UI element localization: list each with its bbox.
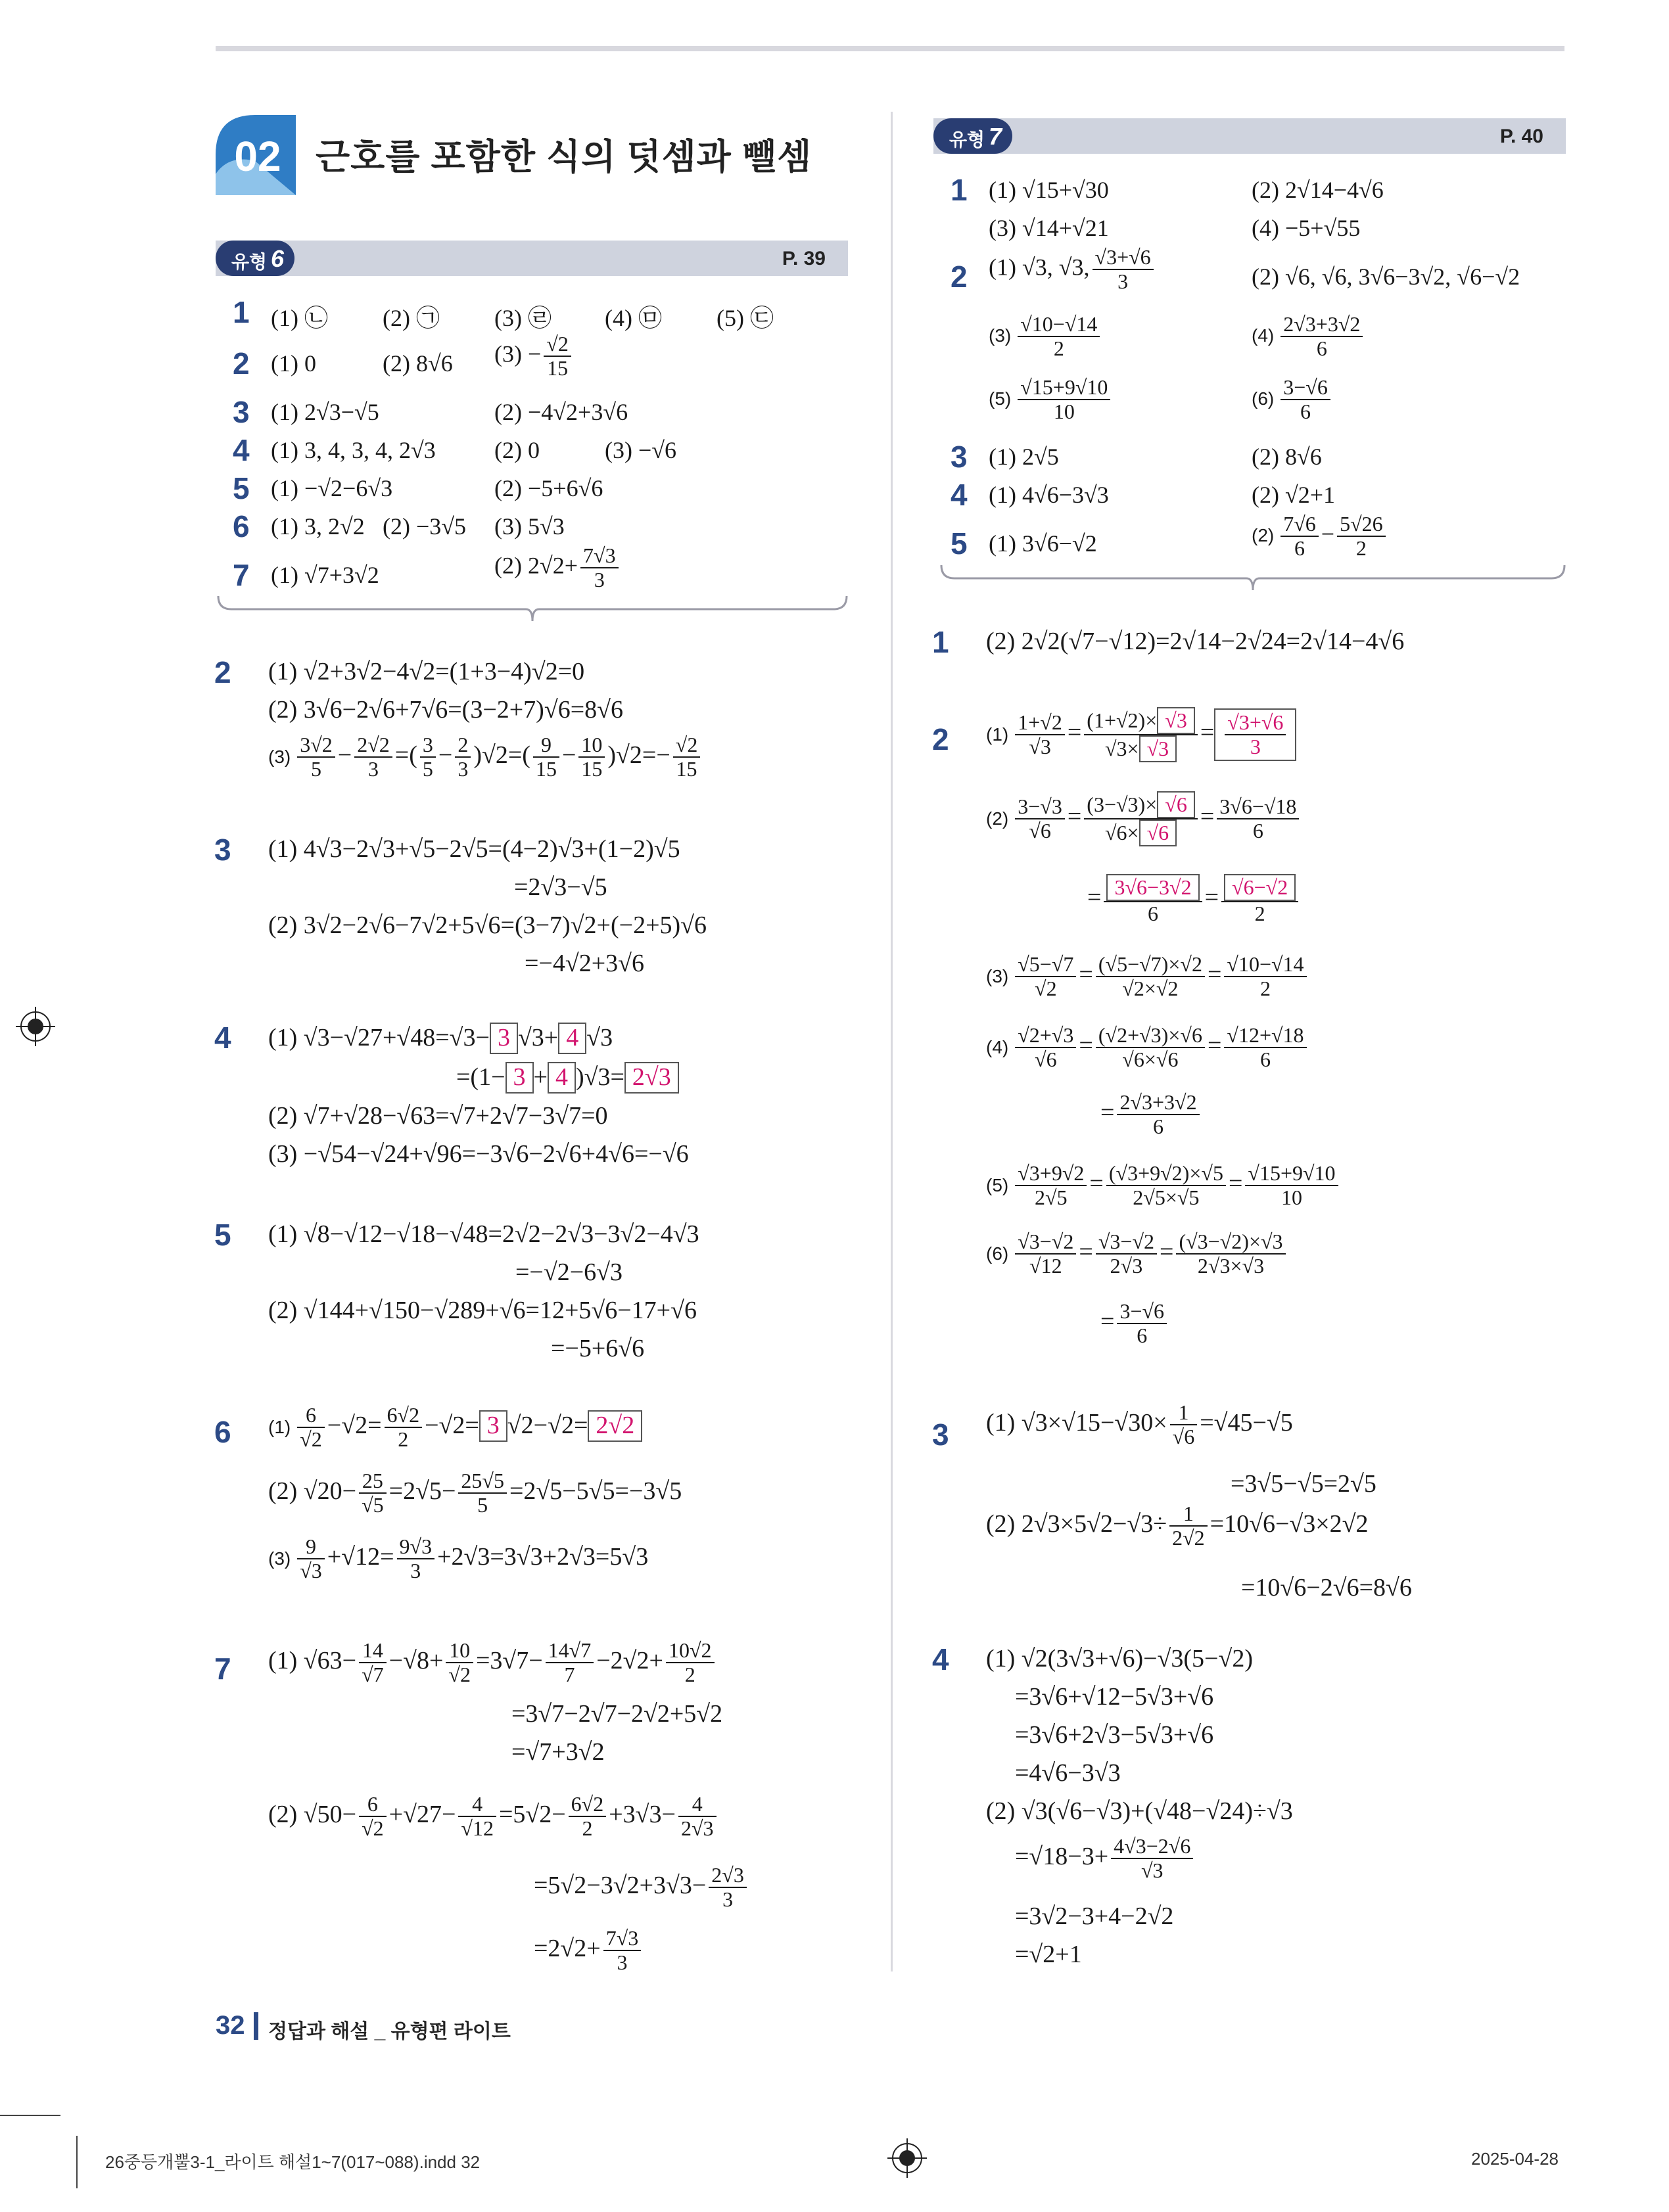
registration-mark-icon [887, 2138, 927, 2178]
t7-q3-a2: (2) 8√6 [1252, 444, 1322, 470]
t6-q1-num: 1 [233, 295, 250, 329]
section-number-badge [216, 115, 296, 195]
t6-q7-a2: (2) 2√2+ $\frac{7√3}{3}$ [494, 544, 621, 591]
ls7-num: 7 [214, 1651, 231, 1686]
slug-date: 2025-04-28 [1471, 2149, 1559, 2169]
t6-q7-num: 7 [233, 558, 250, 592]
rs3-num: 3 [932, 1417, 949, 1452]
t6-q1-a3: (3) ㉣ [494, 305, 552, 331]
t6-q6-num: 6 [233, 509, 250, 543]
type7-bracket [940, 564, 1566, 591]
t6-q3-a2: (2) −4√2+3√6 [494, 399, 628, 425]
rs4-l5: (2) √3(√6−√3)+(√48−√24)÷√3 [986, 1797, 1293, 1825]
ls5-l1: (1) √8−√12−√18−√48=2√2−2√3−3√2−4√3 [268, 1220, 699, 1248]
rs2-l8: (6) $\frac{√3-√2}{√12}$ = $\frac{√3-√2}{2√3}$ = $\frac{(√3-√2)\times√3}{2√3\times√3}$ [986, 1230, 1288, 1278]
type6-label: 유형 [231, 252, 268, 272]
type6-pill [216, 241, 294, 276]
t7-q1-a4: (4) −5+√55 [1252, 215, 1361, 241]
t6-q2-num: 2 [233, 346, 250, 380]
t6-q3-a1: (1) 2√3−√5 [271, 399, 379, 425]
top-rule [216, 46, 1564, 51]
t7-q1-a3: (3) √14+√21 [989, 215, 1109, 241]
type6-header [216, 241, 848, 276]
t7-q3-num: 3 [951, 440, 968, 474]
ls7-l4: (2) √50− $\frac{6}{√2}$ +√27− $\frac{4}{√12}$ =5√2− $\frac{6√2}{2}$ +3√3− $\frac{4}{2√3}$ [268, 1793, 719, 1840]
rs4-l2: =3√6+√12−5√3+√6 [1015, 1683, 1214, 1711]
t6-q5-a1: (1) −√2−6√3 [271, 475, 393, 501]
rs3-l1: (1) √3×√15−√30× $\frac{1}{√6}$ =√45−√5 [986, 1400, 1293, 1449]
t7-q2-num: 2 [951, 260, 968, 294]
t7-q2-a3: (3) $\frac{√10-√14}{2}$ [989, 313, 1102, 360]
ls5-num: 5 [214, 1218, 231, 1252]
t6-q4-a2: (2) 0 [494, 437, 540, 463]
type7-header [933, 118, 1566, 154]
type6-page-ref: P. 39 [782, 248, 826, 269]
registration-mark-icon [16, 1007, 55, 1046]
t6-q4-num: 4 [233, 433, 250, 467]
ls3-l4: =−4√2+3√6 [525, 950, 645, 977]
ls5-l4: =−5+6√6 [551, 1335, 645, 1362]
rs2-l4: (3) $\frac{√5-√7}{√2}$ = $\frac{(√5-√7)\times√2}{√2\times√2}$ = $\frac{√10-√14}{2}$ [986, 953, 1309, 1000]
t6-q2-a2: (2) 8√6 [383, 350, 453, 377]
ls7-l2: =3√7−2√7−2√2+5√2 [511, 1700, 723, 1728]
crop-mark [76, 2136, 78, 2188]
rs2-l1: (1) $\frac{1+√2}{√3}$ = $\frac{(1+√2)\times √3}{√3\times √3}$ = $\frac{√3+√6}{3}$ [986, 707, 1296, 762]
t7-q5-a2: (2) $\frac{7√6}{6}$ − $\frac{5√26}{2}$ [1252, 513, 1388, 560]
ls2-l3: (3) $\frac{3√2}{5}$ − $\frac{2√2}{3}$ =( $\frac{3}{5}$ − $\frac{2}{3}$ )√2=( $\frac{9}{15}$ − $\frac{10}{15}$ )√2=− $\frac{√2}{15}$ [268, 733, 703, 781]
t7-q1-a1: (1) √15+√30 [989, 177, 1109, 203]
t7-q1-num: 1 [951, 173, 968, 207]
t6-q6-a2: (2) −3√5 [383, 513, 467, 540]
type7-pill [933, 118, 1012, 154]
rs3-l2: =3√5−√5=2√5 [1231, 1470, 1376, 1498]
ls4-l3: (2) √7+√28−√63=√7+2√7−3√7=0 [268, 1102, 608, 1130]
rs4-l3: =3√6+2√3−5√3+√6 [1015, 1721, 1214, 1749]
type7-label: 유형 [949, 129, 985, 150]
ls5-l2: =−√2−6√3 [515, 1258, 623, 1286]
slug-filename: 26중등개뿔3-1_라이트 해설1~7(017~088).indd 32 [105, 2152, 481, 2172]
footer-divider [254, 2012, 258, 2040]
ls3-l3: (2) 3√2−2√6−7√2+5√6=(3−7)√2+(−2+5)√6 [268, 911, 707, 939]
t6-q7-a1: (1) √7+3√2 [271, 562, 379, 588]
type6-number: 6 [271, 245, 285, 272]
t6-q4-a3: (3) −√6 [605, 437, 677, 463]
type7-number: 7 [989, 123, 1002, 150]
ls7-l5: =5√2−3√2+3√3− $\frac{2√3}{3}$ [534, 1864, 749, 1911]
t6-q2-a3: (3) − $\frac{√2}{15}$ [494, 333, 574, 380]
rs2-l3: = $\frac{3√6-3√2}{6}$ = $\frac{√6-√2}{2}$ [1087, 874, 1301, 925]
ls2-l1: (1) √2+3√2−4√2=(1+3−4)√2=0 [268, 658, 585, 685]
ls2-num: 2 [214, 655, 231, 689]
t7-q2-a6: (6) $\frac{3-√6}{6}$ [1252, 376, 1333, 423]
ls6-l1: (1) $\frac{6}{√2}$ −√2= $\frac{6√2}{2}$ −√2= 3 √2−√2= 2√2 [268, 1404, 642, 1451]
rs4-l6: =√18−3+ $\frac{4√3-2√6}{√3}$ [1015, 1835, 1196, 1882]
t6-q1-a1: (1) ㉡ [271, 305, 328, 331]
ls3-num: 3 [214, 833, 231, 867]
t7-q2-a4: (4) $\frac{2√3+3√2}{6}$ [1252, 313, 1365, 360]
page-number: 32 [216, 2011, 245, 2040]
crop-mark [0, 2115, 60, 2116]
ls4-l2: =(1− 3 + 4 )√3= 2√3 [456, 1062, 679, 1094]
rs2-l9: = $\frac{3-√6}{6}$ [1100, 1300, 1169, 1347]
ls2-l2: (2) 3√6−2√6+7√6=(3−2+7)√6=8√6 [268, 696, 623, 724]
t6-q4-a1: (1) 3, 4, 3, 4, 2√3 [271, 437, 436, 463]
rs1-l1: (2) 2√2(√7−√12)=2√14−2√24=2√14−4√6 [986, 628, 1405, 655]
t7-q2-a1: (1) √3, √3, $\frac{√3+√6}{3}$ [989, 246, 1156, 293]
rs2-l5: (4) $\frac{√2+√3}{√6}$ = $\frac{(√2+√3)\times√6}{√6\times√6}$ = $\frac{√12+√18}{6}$ [986, 1024, 1309, 1071]
rs2-l7: (5) $\frac{√3+9√2}{2√5}$ = $\frac{(√3+9√2)\times√5}{2√5\times√5}$ = $\frac{√15+9√10}{10}$ [986, 1162, 1341, 1209]
t6-q1-a4: (4) ㉤ [605, 305, 662, 331]
t7-q4-a2: (2) √2+1 [1252, 482, 1336, 508]
ls5-l3: (2) √144+√150−√289+√6=12+5√6−17+√6 [268, 1297, 697, 1324]
t7-q4-num: 4 [951, 478, 968, 512]
t6-q1-a5: (5) ㉢ [717, 305, 774, 331]
rs3-l3: (2) 2√3×5√2−√3÷ $\frac{1}{2√2}$ =10√6−√3×2√2 [986, 1502, 1369, 1550]
column-divider [891, 112, 893, 1971]
rs4-l4: =4√6−3√3 [1015, 1759, 1121, 1787]
ls7-l3: =√7+3√2 [511, 1738, 605, 1766]
section-number: 02 [234, 133, 281, 180]
ls4-num: 4 [214, 1021, 231, 1055]
rs4-l1: (1) √2(3√3+√6)−√3(5−√2) [986, 1645, 1253, 1672]
type6-bracket [217, 595, 848, 622]
t6-q3-num: 3 [233, 395, 250, 429]
rs1-num: 1 [932, 625, 949, 659]
t6-q6-a3: (3) 5√3 [494, 513, 565, 540]
rs4-num: 4 [932, 1642, 949, 1676]
footer-title: 정답과 해설 _ 유형편 라이트 [268, 2021, 511, 2042]
t7-q1-a2: (2) 2√14−4√6 [1252, 177, 1384, 203]
rs2-num: 2 [932, 722, 949, 756]
ls4-l4: (3) −√54−√24+√96=−3√6−2√6+4√6=−√6 [268, 1140, 689, 1168]
type7-page-ref: P. 40 [1499, 126, 1543, 147]
ls7-l6: =2√2+ $\frac{7√3}{3}$ [534, 1927, 644, 1974]
t7-q2-a5: (5) $\frac{√15+9√10}{10}$ [989, 376, 1113, 423]
t7-q3-a1: (1) 2√5 [989, 444, 1059, 470]
section-title: 근호를 포함한 식의 덧셈과 뺄셈 [316, 137, 812, 177]
ls6-num: 6 [214, 1415, 231, 1449]
ls6-l2: (2) √20− $\frac{25}{√5}$ =2√5− $\frac{25√5}{5}$ =2√5−5√5=−3√5 [268, 1469, 682, 1517]
rs2-l6: = $\frac{2√3+3√2}{6}$ [1100, 1091, 1202, 1138]
ls7-l1: (1) √63− $\frac{14}{√7}$ −√8+ $\frac{10}{√2}$ =3√7− $\frac{14√7}{7}$ −2√2+ $\frac{10√2}{2}$ [268, 1639, 717, 1686]
ls3-l2: =2√3−√5 [514, 873, 607, 901]
t6-q1-a2: (2) ㉠ [383, 305, 440, 331]
t6-q5-num: 5 [233, 471, 250, 505]
t6-q2-a1: (1) 0 [271, 350, 316, 377]
ls4-l1: (1) √3−√27+√48=√3− 3 √3+ 4 √3 [268, 1023, 613, 1054]
rs3-l4: =10√6−2√6=8√6 [1241, 1574, 1412, 1601]
rs2-l2: (2) $\frac{3-√3}{√6}$ = $\frac{(3-√3)\times √6}{√6\times √6}$ = $\frac{3√6-√18}{6}$ [986, 791, 1302, 846]
ls6-l3: (3) $\frac{9}{√3}$ +√12= $\frac{9√3}{3}$ +2√3=3√3+2√3=5√3 [268, 1534, 649, 1583]
rs4-l7: =3√2−3+4−2√2 [1015, 1902, 1174, 1930]
t7-q4-a1: (1) 4√6−3√3 [989, 482, 1109, 508]
t6-q6-a1: (1) 3, 2√2 [271, 513, 365, 540]
t7-q2-a2: (2) √6, √6, 3√6−3√2, √6−√2 [1252, 264, 1520, 290]
t7-q5-num: 5 [951, 526, 968, 561]
t6-q5-a2: (2) −5+6√6 [494, 475, 603, 501]
t7-q5-a1: (1) 3√6−√2 [989, 530, 1097, 557]
rs4-l8: =√2+1 [1015, 1941, 1082, 1968]
ls3-l1: (1) 4√3−2√3+√5−2√5=(4−2)√3+(1−2)√5 [268, 835, 680, 863]
